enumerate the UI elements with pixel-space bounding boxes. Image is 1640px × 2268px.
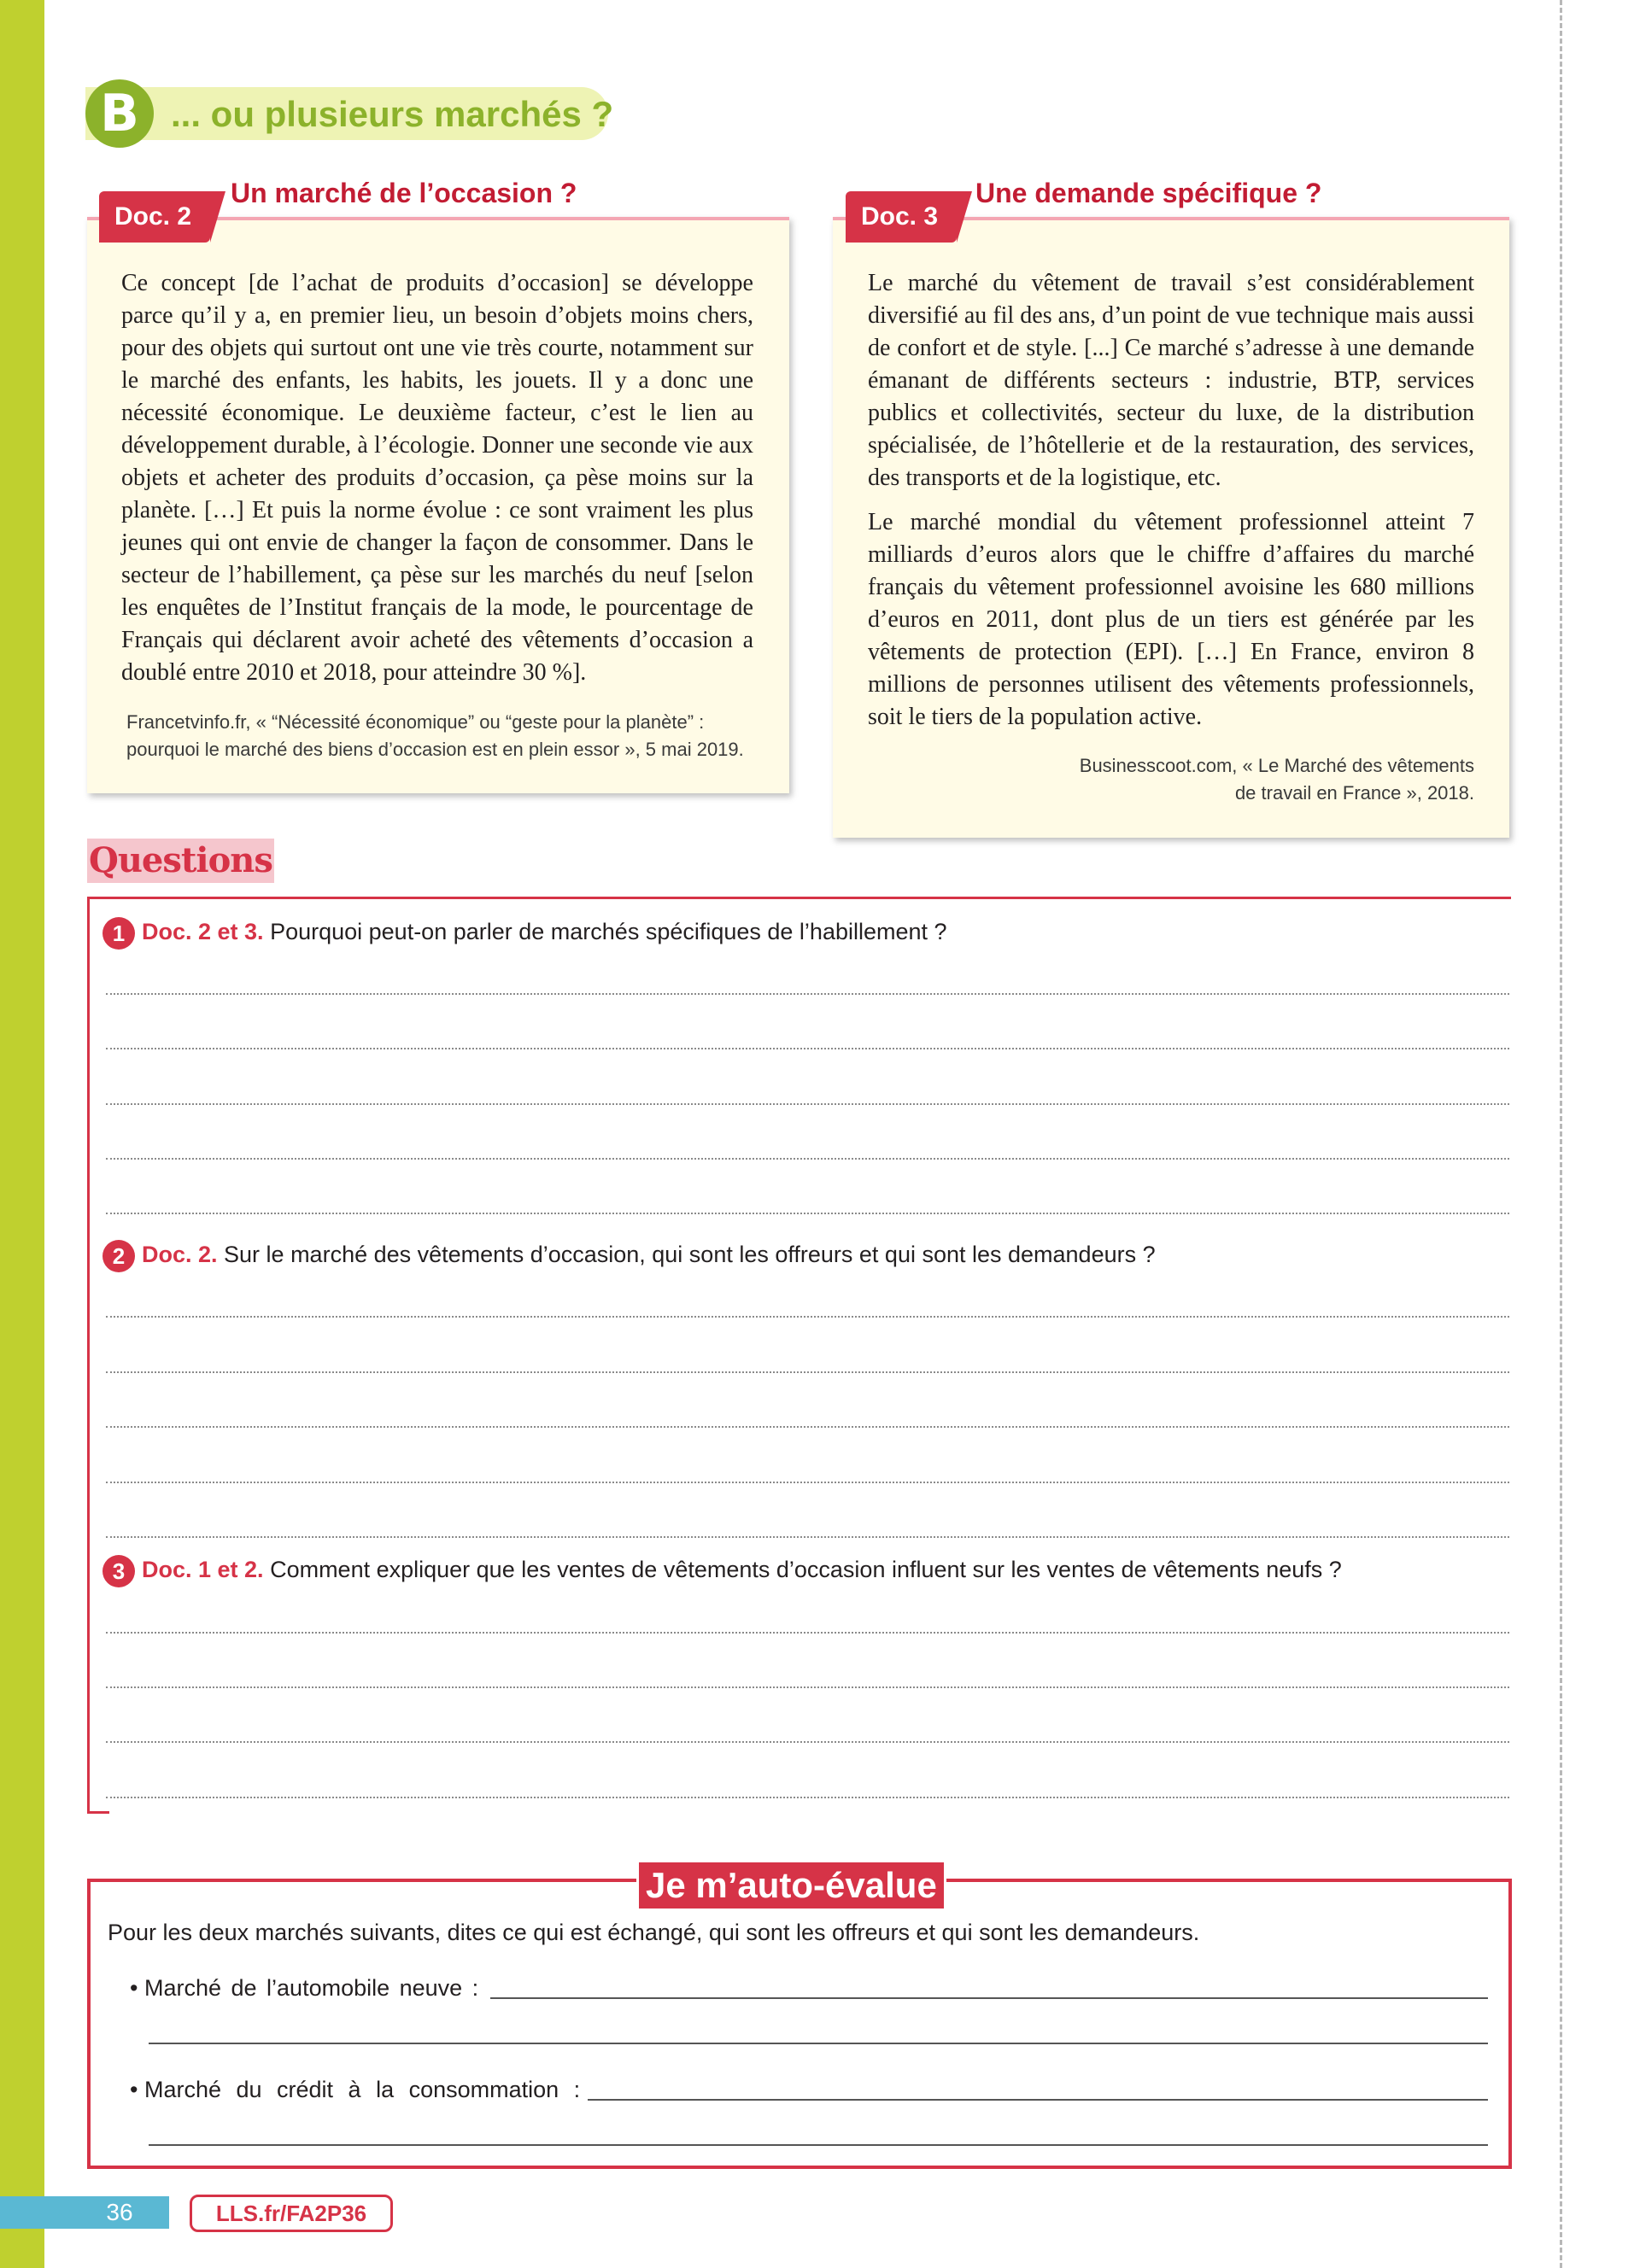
self-eval-intro: Pour les deux marchés suivants, dites ce qui est échangé, qui sont les offreurs et qui sont les demandeurs.	[108, 1920, 1200, 1945]
left-margin-bar	[0, 0, 44, 2268]
lls-link-button[interactable]: LLS.fr/FA2P36	[190, 2195, 393, 2232]
answer-line[interactable]	[106, 1482, 1509, 1483]
doc2-title: Un marché de l’occasion ?	[231, 178, 577, 208]
doc2-source	[126, 709, 758, 763]
page-cut-line	[1560, 0, 1562, 2268]
question-2-ref: Doc. 2.	[142, 1242, 218, 1267]
self-eval-item-2	[130, 2074, 580, 2105]
question-3-ref: Doc. 1 et 2.	[142, 1557, 264, 1582]
doc2-source-line2: pourquoi le marché des biens d’occasion est en plein essor », 5 mai 2019.	[126, 739, 744, 760]
answer-line[interactable]	[490, 1997, 1488, 1999]
question-2	[102, 1236, 1156, 1273]
answer-line[interactable]	[106, 1371, 1509, 1373]
doc3-source-line2: de travail en France », 2018.	[1234, 782, 1474, 804]
question-3	[102, 1551, 1342, 1588]
bullet: •	[130, 1975, 138, 2001]
answer-line[interactable]	[106, 993, 1509, 995]
answer-line[interactable]	[106, 1536, 1509, 1538]
doc3-source	[868, 752, 1474, 807]
answer-line[interactable]	[106, 1426, 1509, 1428]
questions-heading: Questions	[87, 839, 274, 883]
answer-line[interactable]	[106, 1048, 1509, 1049]
doc2-text: Ce concept [de l’achat de produits d’occasion] se développe parce qu’il y a, en premier lieu, un besoin d’objets moins chers, pour des objets qui surtout ont une vie très courte, notamment sur le marché des enfants, les habits, les jouets. Il y a donc une nécessité économique. Le deuxième facteur, c’est le lien au développement durable, à l’écologie. Donner une seconde vie aux objets et acheter des produits d’occasion, ça pèse moins sur la planète. […] Et puis la norme évolue : ce sont vraiment les plus jeunes qui ont envie de changer la façon de consommer. Dans le secteur de l’habillement, ça pèse sur les marchés du neuf [selon les enquêtes de l’Institut français de la mode, le pourcentage de Français qui déclarent avoir acheté des vêtements d’occasion a doublé entre 2010 et 2018, pour atteindre 30 %].	[121, 270, 753, 686]
answer-line[interactable]	[106, 1632, 1509, 1634]
doc2-tag: Doc. 2	[99, 191, 210, 243]
section-letter-badge: B	[85, 79, 154, 148]
self-eval-item-2-label: Marché du crédit à la consommation :	[144, 2077, 581, 2102]
self-eval-title: Je m’auto-évalue	[636, 1860, 946, 1911]
question-1-ref: Doc. 2 et 3.	[142, 919, 264, 944]
bullet: •	[130, 2077, 138, 2102]
doc3-tag: Doc. 3	[846, 191, 957, 243]
question-2-text: Sur le marché des vêtements d’occasion, qui sont les offreurs et qui sont les demandeurs ?	[217, 1242, 1156, 1267]
answer-line[interactable]	[106, 1103, 1509, 1105]
doc3-title: Une demande spécifique ?	[975, 178, 1322, 208]
doc3-source-line1: Businesscoot.com, « Le Marché des vêtements	[1079, 755, 1474, 776]
page-number: 36	[106, 2199, 133, 2225]
self-eval-item-1	[130, 1973, 478, 2003]
answer-line[interactable]	[106, 1158, 1509, 1160]
doc3-paragraph2: Le marché mondial du vêtement professionnel atteint 7 milliards d’euros alors que le chiffre d’affaires du marché français du vêtement professionnel avoisine les 680 millions d’euros en 2011, dont plus de un tiers est générée par les vêtements de protection (EPI). […] En France, environ 8 millions de personnes utilisent des vêtements professionnels, soit le tiers de la population active.	[868, 509, 1474, 730]
answer-line[interactable]	[106, 1686, 1509, 1688]
self-eval-item-1-label: Marché de l’automobile neuve :	[144, 1975, 479, 2001]
answer-line[interactable]	[106, 1213, 1509, 1214]
question-1	[102, 913, 947, 950]
doc3-paragraph1: Le marché du vêtement de travail s’est considérablement diversifié au fil des ans, d’un point de vue technique mais aussi de confort et de style. [...] Ce marché s’adresse à une demande émanant de différents secteurs : industrie, BTP, services publics et collectivités, secteur du luxe, de la distribution spécialisée, de l’hôtellerie et de la restauration, des services, des transports et de la logistique, etc.	[868, 270, 1474, 491]
questions-frame-top	[87, 897, 1511, 899]
question-1-text: Pourquoi peut-on parler de marchés spécifiques de l’habillement ?	[263, 919, 947, 944]
answer-line[interactable]	[149, 2043, 1488, 2044]
question-number-1: 1	[102, 917, 135, 950]
question-3-text: Comment expliquer que les ventes de vêtements d’occasion influent sur les ventes de vêtements neufs ?	[263, 1557, 1342, 1582]
answer-line[interactable]	[588, 2099, 1488, 2101]
question-number-2: 2	[102, 1240, 135, 1272]
answer-line[interactable]	[149, 2144, 1488, 2146]
answer-line[interactable]	[106, 1316, 1509, 1318]
question-number-3: 3	[102, 1555, 135, 1587]
answer-line[interactable]	[106, 1797, 1509, 1798]
answer-line[interactable]	[106, 1741, 1509, 1743]
questions-frame-left	[87, 897, 90, 1814]
section-title: ... ou plusieurs marchés ?	[171, 94, 614, 134]
doc2-source-line1: Francetvinfo.fr, « “Nécessité économique” ou “geste pour la planète” :	[126, 711, 705, 733]
questions-frame-foot	[87, 1811, 109, 1814]
